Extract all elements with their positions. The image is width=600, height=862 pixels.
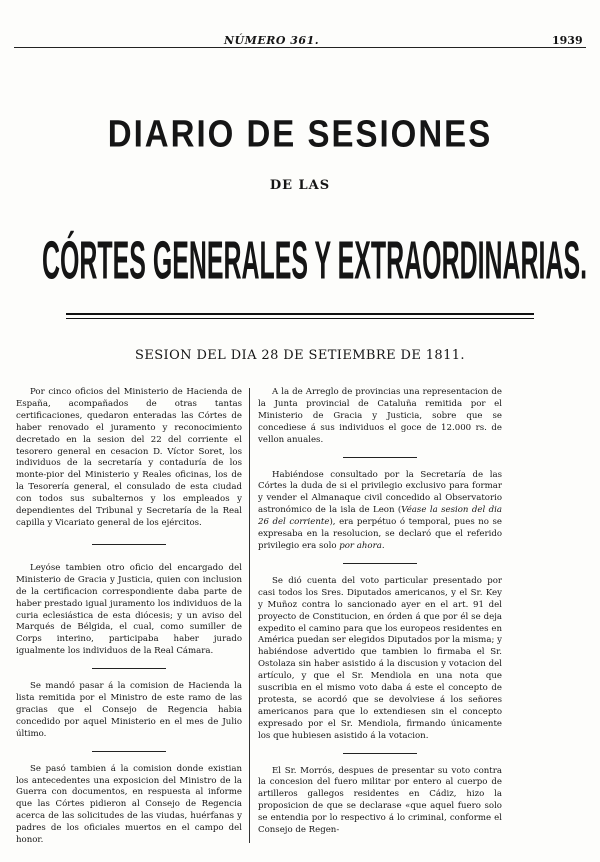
paragraph: Se pasó tambien á la comision donde existian los antecedentes una exposicion del Ministro de la Guerra con documentos, en respuesta al informe que las Córtes pidieron al Consejo de Regencia acerca de las solicitudes de las viudas, huérfanas y padres de los oficiales muertos en el campo del honor. xyxy=(16,763,242,846)
paragraph: Por cinco oficios del Ministerio de Hacienda de España, acompañados de otras tantas certificaciones, quedaron enteradas las Córtes de haber renovado el juramento y reconocimiento decretado en la sesion del 22 del corriente el tesorero general en cesacion D. Víctor Soret, los individuos de la secretaría y contaduría de los monte-pior del Ministerio y Reales oficinas, los de la Tesorería general, el consulado de esta ciudad con todos sus subalternos y los empleados y dependientes del Tribunal y Secretaría de la Real capilla y Vicariato general de los ejércitos. xyxy=(16,387,242,528)
paragraph: Se dió cuenta del voto particular presentado por casi todos los Sres. Diputados americanos, y el Sr. Key y Muñoz contra lo sancionado ayer en el art. 91 del proyecto de Constitucion, en órden á que por él se deja expedito el camino para que los europeos residentes en América puedan ser elegidos Diputados por la misma; y habiéndose advertido que tambien lo firmaba el Sr. Ostolaza sin haber asistido á la discusion y votacion del artículo, y que el Sr. Mendiola en una nota que suscribia en el mismo voto daba á este el concepto de protesta, se acordó que se devolviese á los señores americanos para que lo extendiesen sin el concepto expresado por el Sr. Mendiola, firmando únicamente los que hubiesen asistido á la votacion. xyxy=(258,575,502,741)
section-separator xyxy=(92,668,166,669)
section-separator xyxy=(343,563,417,564)
paragraph: El Sr. Morrós, despues de presentar su voto contra la concesion del fuero militar por entero al cuerpo de artilleros gallegos residentes en Cádiz, hizo la proposicion de que se declarase «que aquel fuero solo se entendia por lo respectivo á lo criminal, conforme el Consejo de Regen- xyxy=(258,765,502,836)
header-rule xyxy=(14,47,586,48)
section-separator xyxy=(92,751,166,752)
column-divider xyxy=(249,388,250,843)
issue-number: NÚMERO 361. xyxy=(224,34,320,47)
left-column xyxy=(16,387,242,847)
section-separator xyxy=(343,457,417,458)
text-run: ), era perpétuo ó temporal, pues no se expresaba en la resolucion, se declaró que el referido privilegio era solo xyxy=(258,517,502,551)
section-separator xyxy=(92,544,166,545)
session-title: SESION DEL DIA 28 DE SETIEMBRE DE 1811. xyxy=(135,348,465,363)
masthead-title: DIARIO DE SESIONES xyxy=(107,112,493,155)
italic-text: por ahora. xyxy=(339,540,385,551)
paragraph: Se mandó pasar á la comision de Hacienda la lista remitida por el Ministro de este ramo de las gracias que el Consejo de Regencia habia concedido por aquel Ministerio en el mes de Julio último. xyxy=(16,681,242,739)
section-separator xyxy=(343,753,417,754)
masthead-rule-thin xyxy=(66,318,534,319)
masthead-rule-thick xyxy=(66,313,534,315)
right-column xyxy=(258,387,502,837)
text-run: Habiéndose consultado por la Secretaría de las Córtes la duda de si el privilegio exclusivo para formar y vender el Almanaque civil concedido al Observatorio astronómico de la isla de Leon ( xyxy=(258,469,502,516)
paragraph: Leyóse tambien otro oficio del encargado del Ministerio de Gracia y Justicia, quien con inclusion de la certificacion correspondiente daba parte de haber prestado igual juramento los individuos de la curia eclesiástica de esta diócesis; y un aviso del Marqués de Bélgida, el cual, como sumiller de Corps interino, participaba haber jurado igualmente los individuos de la Real Cámara. xyxy=(16,562,242,657)
masthead-connector: DE LAS xyxy=(269,178,331,193)
italic-reference: Véase la sesion del dia 26 del corriente xyxy=(258,505,502,528)
paragraph xyxy=(258,470,502,553)
page-number: 1939 xyxy=(552,34,583,47)
masthead-subtitle: CÓRTES GENERALES Y EXTRAORDINARIAS. xyxy=(42,232,588,292)
paragraph: A la de Arreglo de provincias una representacion de la Junta provincial de Cataluña remitida por el Ministerio de Gracia y Justicia, sobre que se concediese á sus individuos el goce de 12.000 rs. de vellon anuales. xyxy=(258,387,502,445)
